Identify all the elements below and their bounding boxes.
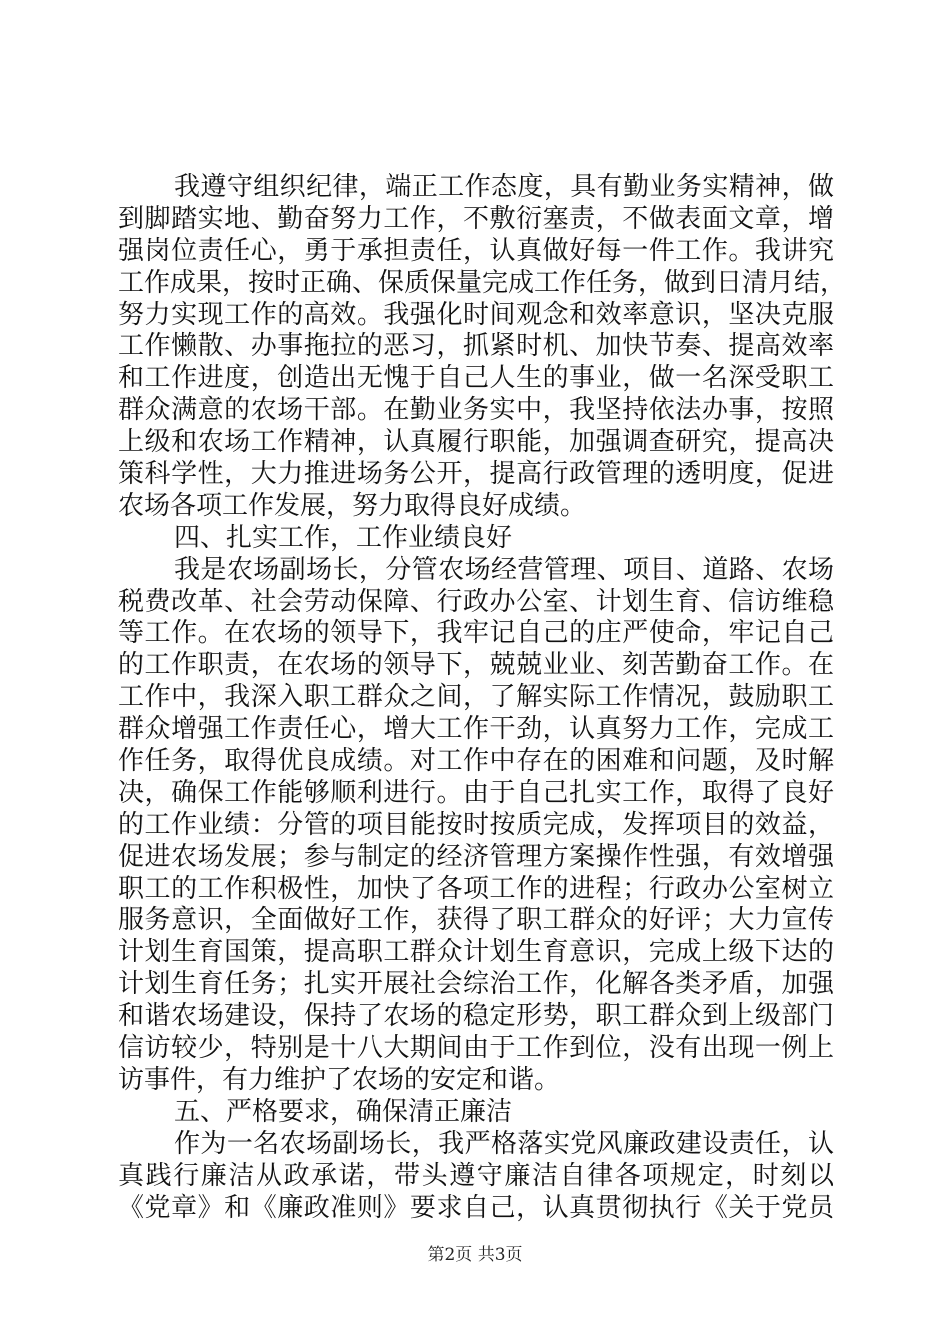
text-line: 的工作业绩：分管的项目能按时按质完成，发挥项目的效益， [118,809,834,840]
text-line: 税费改革、社会劳动保障、行政办公室、计划生育、信访维稳 [118,586,834,617]
text-line: 计划生育国策，提高职工群众计划生育意识，完成上级下达的 [118,937,834,968]
text-line: 决，确保工作能够顺利进行。由于自己扎实工作，取得了良好 [118,777,834,808]
text-line: 农场各项工作发展，努力取得良好成绩。 [118,490,587,521]
text-line: 职工的工作积极性，加快了各项工作的进程；行政办公室树立 [118,873,834,904]
text-line: 服务意识，全面做好工作，获得了职工群众的好评；大力宣传 [118,905,834,936]
text-line: 工作成果，按时正确、保质保量完成工作任务，做到日清月结， [118,267,847,298]
text-line: 群众增强工作责任心，增大工作干劲，认真努力工作，完成工 [118,714,834,745]
text-line: 四、扎实工作，工作业绩良好 [174,522,513,553]
text-line: 和工作进度，创造出无愧于自己人生的事业，做一名深受职工 [118,363,834,394]
text-line: 作任务，取得优良成绩。对工作中存在的困难和问题，及时解 [118,746,834,777]
text-line: 策科学性，大力推进场务公开，提高行政管理的透明度，促进 [118,459,834,490]
text-line: 五、严格要求，确保清正廉洁 [174,1096,513,1127]
document-body [118,172,847,1224]
text-line: 等工作。在农场的领导下，我牢记自己的庄严使命，牢记自己 [118,618,834,649]
text-line: 和谐农场建设，保持了农场的稳定形势，职工群众到上级部门 [118,1001,834,1032]
text-line: 工作懒散、办事拖拉的恶习，抓紧时机、加快节奏、提高效率 [118,331,834,362]
text-line: 《党章》和《廉政准则》要求自己，认真贯彻执行《关于党员 [118,1192,834,1223]
page-footer: 第2页 共3页 [427,1245,523,1265]
text-line: 促进农场发展；参与制定的经济管理方案操作性强，有效增强 [118,841,834,872]
text-line: 群众满意的农场干部。在勤业务实中，我坚持依法办事，按照 [118,395,834,426]
text-line: 我遵守组织纪律，端正工作态度，具有勤业务实精神，做 [174,172,834,202]
text-line: 作为一名农场副场长，我严格落实党风廉政建设责任，认 [174,1128,834,1159]
text-line: 工作中，我深入职工群众之间，了解实际工作情况，鼓励职工 [118,682,834,713]
text-line: 计划生育任务；扎实开展社会综治工作，化解各类矛盾，加强 [118,969,834,1000]
text-line: 努力实现工作的高效。我强化时间观念和效率意识，坚决克服 [118,299,834,330]
text-line: 我是农场副场长，分管农场经营管理、项目、道路、农场 [174,554,834,585]
text-line: 到脚踏实地、勤奋努力工作，不敷衍塞责，不做表面文章，增 [118,203,834,234]
text-line: 上级和农场工作精神，认真履行职能，加强调查研究，提高决 [118,427,834,458]
text-line: 信访较少，特别是十八大期间由于工作到位，没有出现一例上 [118,1033,834,1064]
text-line: 访事件，有力维护了农场的安定和谐。 [118,1064,561,1095]
text-line: 真践行廉洁从政承诺，带头遵守廉洁自律各项规定，时刻以 [118,1160,834,1191]
text-line: 的工作职责，在农场的领导下，兢兢业业、刻苦勤奋工作。在 [118,650,834,681]
text-line: 强岗位责任心，勇于承担责任，认真做好每一件工作。我讲究 [118,235,834,266]
